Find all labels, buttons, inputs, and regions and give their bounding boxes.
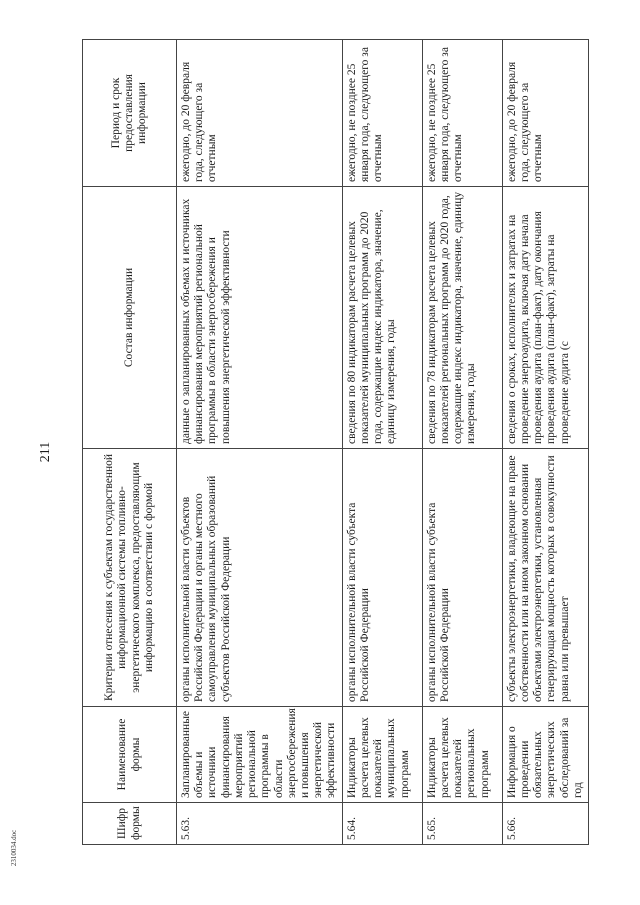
row-period: ежегодно, не позднее 25 января года, следующего за отчетным [422, 40, 502, 187]
row-criteria: органы исполнительной власти субъекта Российской Федерации [422, 449, 502, 707]
table-header-row [83, 40, 177, 845]
row-name: Индикаторы расчета целевых показателей муниципальных программ [342, 707, 422, 803]
row-content: сведения по 78 индикаторам расчета целевых показателей региональных программ до 2020 года, содержащие индекс индикатора, значение, единицу измерения, годы [422, 187, 502, 449]
rotated-page-content [82, 40, 584, 845]
row-code: 5.64. [342, 803, 422, 845]
row-content: сведения о сроках, исполнителях и затратах на проведение энергоаудита, включая дату начала проведения аудита (план-факт), дату окончания проведения аудита (план-факт), затраты на проведение аудита (с [502, 187, 588, 449]
row-code: 5.65. [422, 803, 502, 845]
row-code: 5.63. [177, 803, 343, 845]
table-row [177, 40, 343, 845]
row-name: Информация о проведении обязательных энергетических обследований за год [502, 707, 588, 803]
row-code: 5.66. [502, 803, 588, 845]
row-period: ежегодно, до 20 февраля года, следующего за отчетным [502, 40, 588, 187]
row-content: данные о запланированных объемах и источниках финансирования мероприятий региональной программы в области энергосбережения и повышения энергетической эффективности [177, 187, 343, 449]
header-code: Шифр формы [83, 803, 177, 845]
row-criteria: органы исполнительной власти субъекта Российской Федерации [342, 449, 422, 707]
table-row [342, 40, 422, 845]
row-period: ежегодно, не позднее 25 января года, следующего за отчетным [342, 40, 422, 187]
row-criteria: субъекты электроэнергетики, владеющие на праве собственности или на ином законном основании объектами электроэнергетики, установленная генерирующая мощность которых в совокупности равна или превышает [502, 449, 588, 707]
row-content: сведения по 80 индикаторам расчета целевых показателей муниципальных программ до 2020 года, содержащие индекс индикатора, значение, единицу измерения, годы [342, 187, 422, 449]
page-number: 211 [38, 441, 53, 463]
row-criteria: органы исполнительной власти субъектов Российской Федерации и органы местного самоуправления муниципальных образований субъектов Российской Федерации [177, 449, 343, 707]
header-name: Наименование формы [83, 707, 177, 803]
row-name: Индикаторы расчета целевых показателей региональных программ [422, 707, 502, 803]
table-row [502, 40, 588, 845]
forms-table [82, 39, 589, 845]
header-criteria: Критерии отнесения к субъектам государственной информационной системы топливно-энергетического комплекса, предоставляющим информацию в соответствии с формой [83, 449, 177, 707]
row-name: Запланированные объемы и источники финансирования мероприятий региональной программы в области энергосбережения и повышения энергетической эффективности [177, 707, 343, 803]
header-period: Период и срок предоставления информации [83, 40, 177, 187]
file-code: 2310034.doc [10, 829, 18, 867]
header-content: Состав информации [83, 187, 177, 449]
row-period: ежегодно, до 20 февраля года, следующего за отчетным [177, 40, 343, 187]
table-row [422, 40, 502, 845]
